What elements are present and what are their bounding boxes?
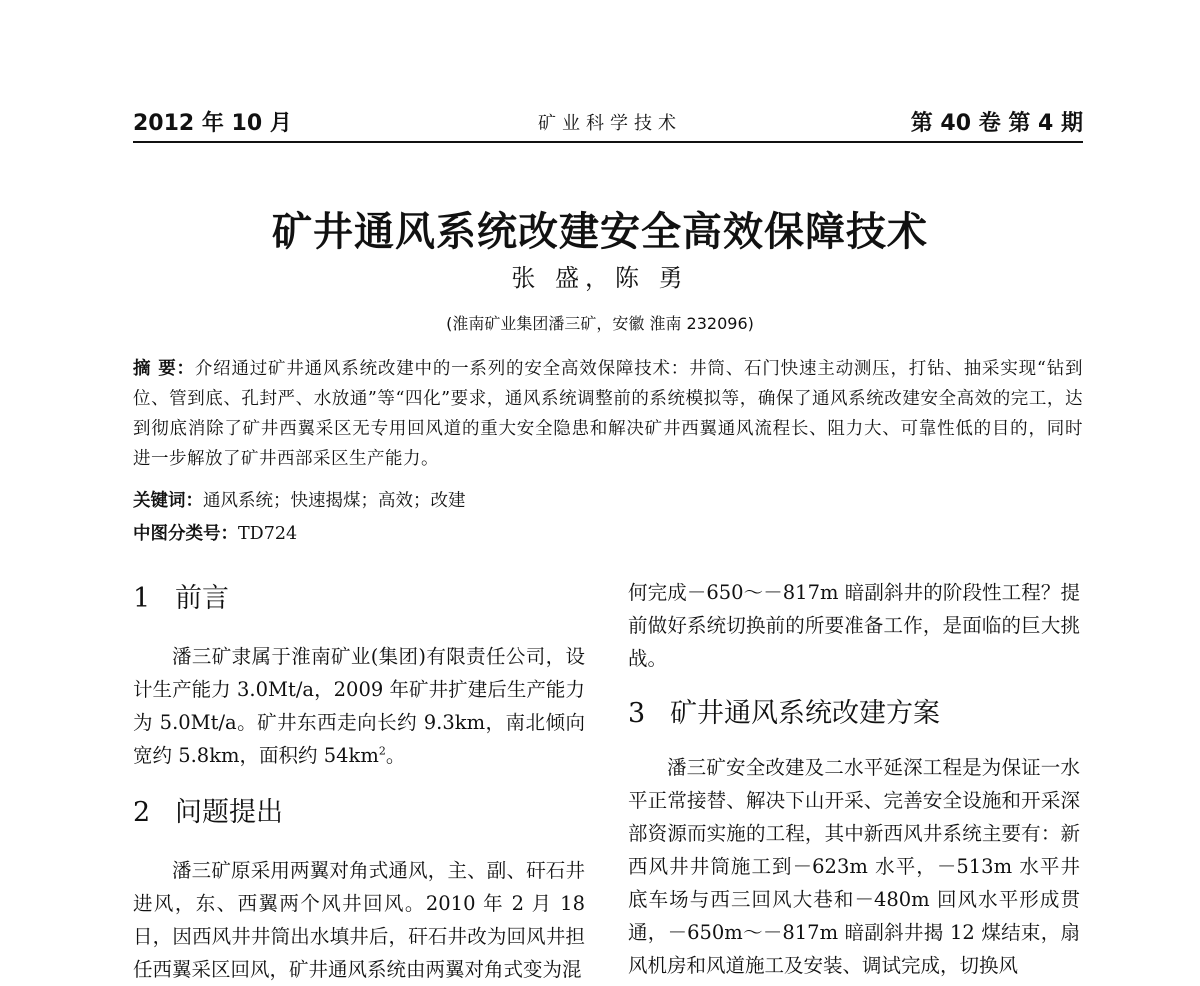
keywords-text: 通风系统；快速揭煤；高效；改建 <box>203 491 466 511</box>
superscript: 2 <box>378 744 386 758</box>
section-2-paragraph: 潘三矿原采用两翼对角式通风，主、副、矸石井进风，东、西翼两个风井回风。2010 年 2 月 18 日，因西风井井筒出水填井后，矸石井改为回风井担任西翼采区回风，矿井通风系统由两翼对角式变为混 <box>133 859 585 981</box>
keywords <box>133 486 466 516</box>
section-3-number: 3 <box>628 698 646 729</box>
header-rule <box>133 141 1083 143</box>
section-3-title: 矿井通风系统改建方案 <box>670 698 940 729</box>
keywords-label: 关键词： <box>133 491 203 511</box>
section-1-text-end: 。 <box>385 744 406 767</box>
section-1-title: 前言 <box>175 583 229 614</box>
left-column <box>133 578 585 986</box>
classification-number <box>133 519 297 549</box>
section-3-paragraph: 潘三矿安全改建及二水平延深工程是为保证一水平正常接替、解决下山开采、完善安全设施和开采深部资源而实施的工程，其中新西风井系统主要有：新西风井井筒施工到－623m 水平，－513m 水平井底车场与西三回风大巷和－480m 回风水平形成贯通，－650m～－817m 暗副斜井揭 12 煤结束，扇风机房和风道施工及安装、调试完成，切换风 <box>628 756 1080 977</box>
section-2-heading <box>133 792 585 834</box>
abstract-label: 摘 要： <box>133 359 195 379</box>
affiliation: (淮南矿业集团潘三矿，安徽 淮南 232096) <box>446 314 754 333</box>
section-1-text: 潘三矿隶属于淮南矿业(集团)有限责任公司，设计生产能力 3.0Mt/a，2009 年矿井扩建后生产能力为 5.0Mt/a。矿井东西走向长约 9.3km，南北倾向宽约 5.8km，面积约 54km <box>133 645 585 767</box>
journal-name: 矿业科学技术 <box>538 113 682 134</box>
authors: 张 盛，陈 勇 <box>511 264 689 292</box>
section-1-heading <box>133 578 585 620</box>
section-1-number: 1 <box>133 583 151 614</box>
classification-text: TD724 <box>238 524 298 544</box>
running-header <box>133 106 1083 140</box>
header-date: 2012 年 10 月 <box>133 111 292 136</box>
section-2-continued: 何完成－650～－817m 暗副斜井的阶段性工程？提前做好系统切换前的所要准备工作，是面临的巨大挑战。 <box>628 581 1080 670</box>
section-2-number: 2 <box>133 797 151 828</box>
abstract <box>133 354 1083 474</box>
section-1-paragraph <box>133 640 585 772</box>
section-3-heading <box>628 693 1080 735</box>
classification-label: 中图分类号： <box>133 524 238 544</box>
volume-issue: 第 40 卷 第 4 期 <box>910 111 1083 136</box>
right-column <box>628 578 1080 982</box>
abstract-text: 介绍通过矿井通风系统改建中的一系列的安全高效保障技术：井筒、石门快速主动测压，打钻、抽采实现“钻到位、管到底、孔封严、水放通”等“四化”要求，通风系统调整前的系统模拟等，确保了通风系统改建安全高效的完工，达到彻底消除了矿井西翼采区无专用回风道的重大安全隐患和解决矿井西翼通风流程长、阻力大、可靠性低的目的，同时进一步解放了矿井西部采区生产能力。 <box>133 359 1083 469</box>
section-2-title: 问题提出 <box>175 797 283 828</box>
paper-title: 矿井通风系统改建安全高效保障技术 <box>272 208 928 255</box>
